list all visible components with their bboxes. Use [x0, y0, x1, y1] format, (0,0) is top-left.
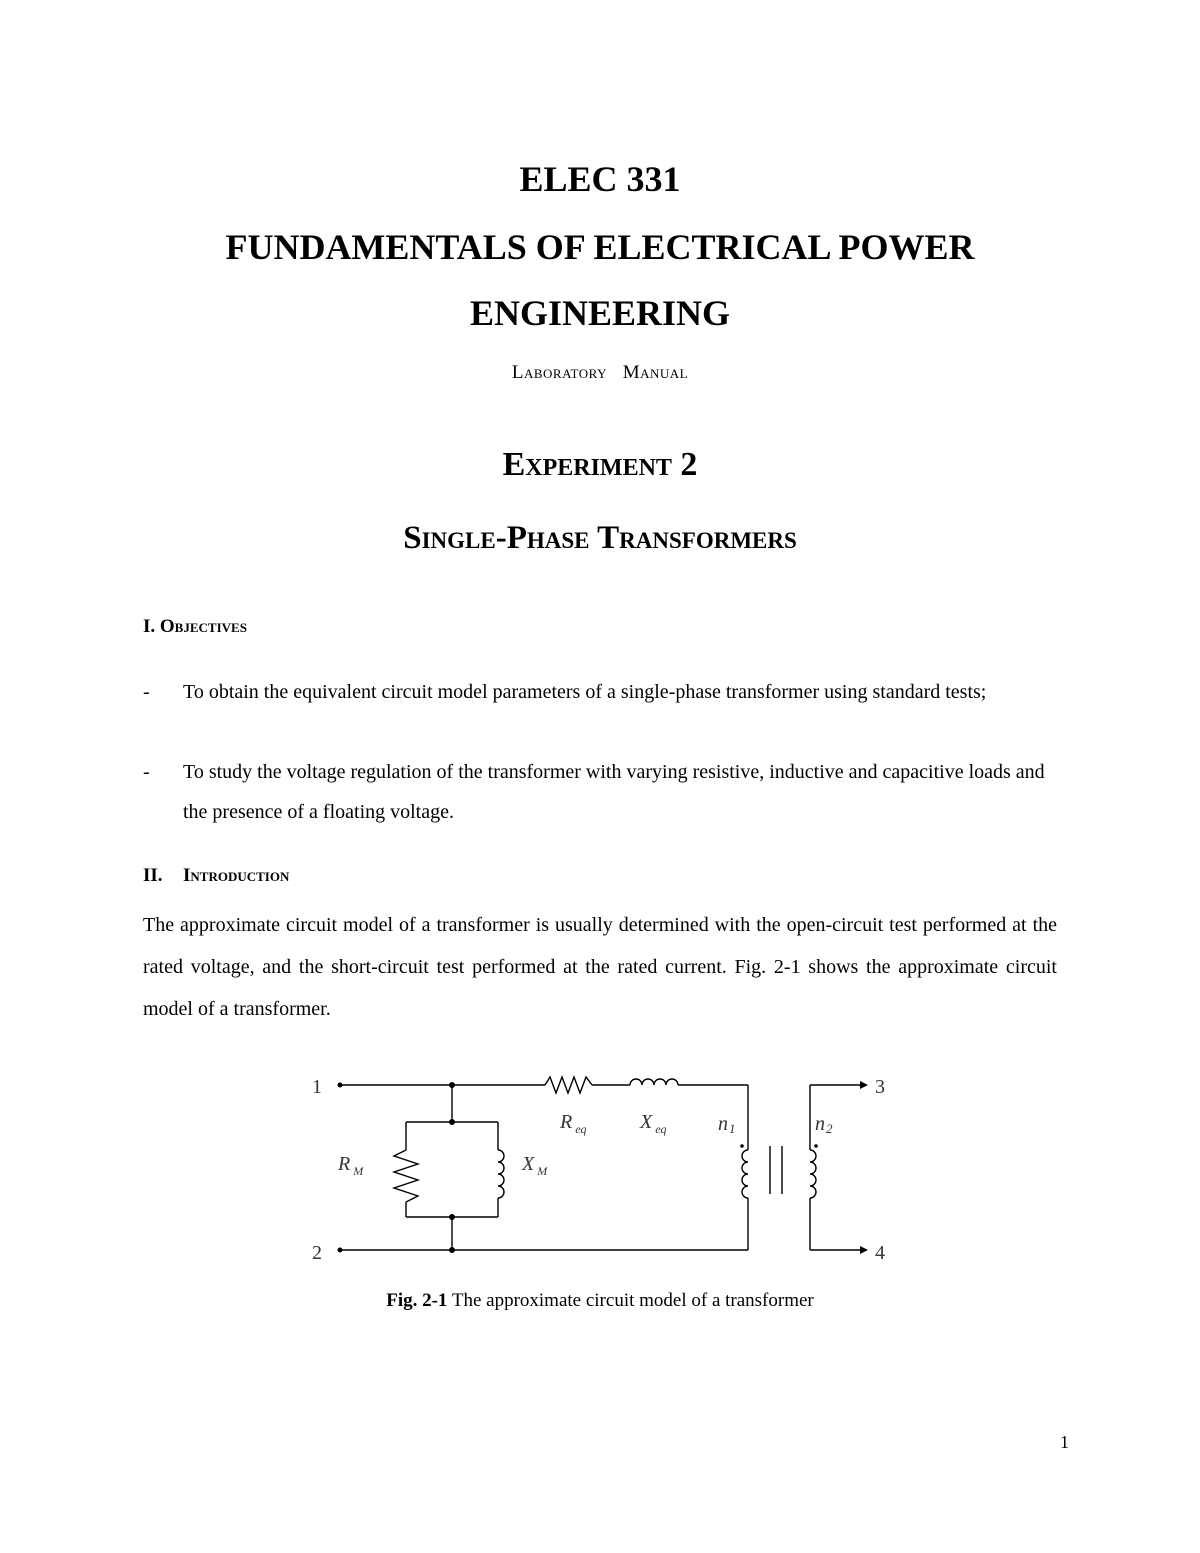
resistor-rm — [394, 1150, 418, 1202]
objective-text: To obtain the equivalent circuit model parameters of a single-phase transformer using standard tests; — [183, 681, 987, 703]
figure-caption — [0, 1290, 1200, 1312]
objective-item — [143, 672, 1063, 712]
rm-label: R $_M$ — [338, 1153, 364, 1178]
terminal-3-label: 3 — [875, 1076, 885, 1098]
page-number: 1 — [1060, 1432, 1069, 1452]
terminal-2-label: 2 — [312, 1242, 322, 1264]
course-code: ELEC 331 — [519, 159, 681, 199]
secondary-coil — [810, 1150, 816, 1198]
junction-shunt-bottom — [449, 1214, 455, 1220]
objectives-heading: I. Objectives — [143, 616, 247, 637]
terminal-1-label: 1 — [312, 1076, 322, 1098]
figure-caption-text: The approximate circuit model of a transformer — [447, 1290, 814, 1311]
introduction-paragraph: The approximate circuit model of a transformer is usually determined with the open-circuit test performed at the rated voltage, and the short-circuit test performed at the rated current. Fig. 2-1 shows the approximate circuit model of a transformer. — [143, 914, 1057, 1020]
bullet-dash: - — [143, 761, 150, 783]
introduction-heading — [143, 865, 289, 887]
inductor-xm — [498, 1150, 504, 1198]
primary-polarity-dot — [740, 1144, 744, 1148]
req-label: R $_{eq}$ — [560, 1111, 587, 1136]
bullet-dash: - — [143, 681, 150, 703]
figure-caption-label: Fig. 2-1 — [386, 1290, 448, 1311]
terminal-2-node — [338, 1248, 343, 1253]
terminal-3-arrow — [860, 1081, 868, 1089]
document-title-line2: ENGINEERING — [469, 293, 731, 333]
terminal-1-node — [338, 1083, 343, 1088]
secondary-polarity-dot — [814, 1144, 818, 1148]
terminal-4-label: 4 — [875, 1242, 885, 1264]
inductor-xeq — [630, 1079, 678, 1085]
objective-text: To study the voltage regulation of the transformer with varying resistive, inductive and capacitive loads and the presence of a floating voltage. — [183, 761, 1045, 823]
objective-item — [143, 752, 1063, 832]
n1-label: n1 — [718, 1113, 736, 1136]
xeq-label: X $_{eq}$ — [640, 1111, 667, 1136]
primary-coil — [742, 1150, 748, 1198]
n2-label: n2 — [815, 1113, 833, 1136]
document-title-line1: FUNDAMENTALS OF ELECTRICAL POWER — [225, 227, 975, 267]
junction-top — [449, 1082, 455, 1088]
manual-label: Laboratory Manual — [511, 362, 689, 383]
section-number: II. — [143, 865, 163, 886]
terminal-4-arrow — [860, 1246, 868, 1254]
circuit-diagram — [290, 1060, 910, 1280]
junction-shunt-top — [449, 1119, 455, 1125]
junction-bottom — [449, 1247, 455, 1253]
experiment-heading: Experiment 2 — [502, 446, 698, 483]
xm-label: X $_M$ — [522, 1153, 548, 1178]
experiment-subtitle: Single-Phase Transformers — [403, 520, 797, 556]
section-title: Introduction — [183, 865, 290, 886]
resistor-req — [545, 1077, 592, 1093]
